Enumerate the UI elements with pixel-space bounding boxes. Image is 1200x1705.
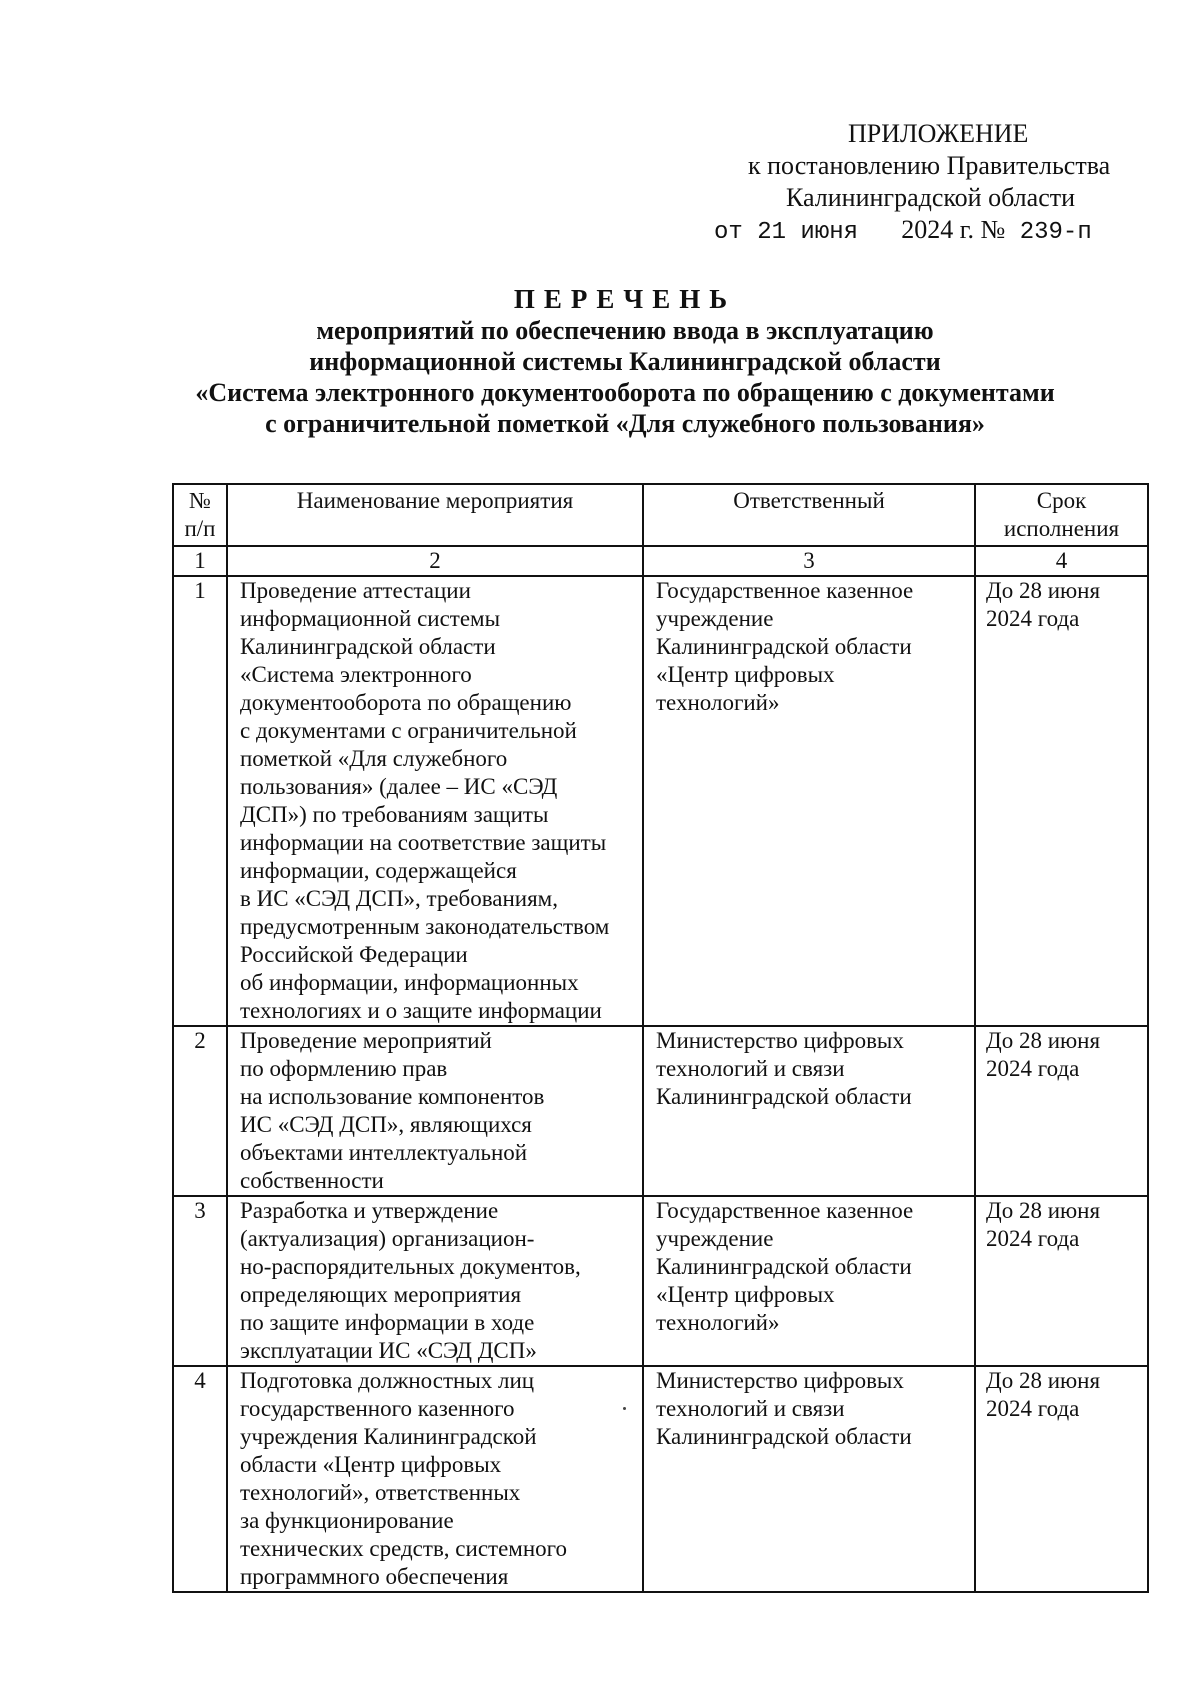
cell-line: пометкой «Для служебного (240, 746, 508, 771)
measure-name (227, 1366, 643, 1592)
cell-line: учреждение (656, 1226, 774, 1251)
cell-line: информационной системы (240, 606, 501, 631)
cell-line: информации на соответствие защиты (240, 830, 607, 855)
cell-line: за функционирование (240, 1508, 454, 1533)
responsible (643, 1366, 975, 1592)
cell-line: программного обеспечения (240, 1564, 509, 1589)
cell-line: информации, содержащейся (240, 858, 517, 883)
cell-line: До 28 июня (986, 1198, 1101, 1223)
cell-line: на использование компонентов (240, 1084, 545, 1109)
cell-line: (актуализация) организацион- (240, 1226, 535, 1251)
cell-line: 2024 года (986, 1056, 1080, 1081)
table-header-row (173, 484, 1148, 546)
header-due: Срок исполнения (975, 484, 1148, 546)
cell-line: определяющих мероприятия (240, 1282, 522, 1307)
cell-line: ИС «СЭД ДСП», являющихся (240, 1112, 532, 1137)
cell-line: Калининградской области (656, 1084, 912, 1109)
cell-line: Проведение аттестации (240, 578, 471, 603)
cell-line: Государственное казенное (656, 1198, 914, 1223)
cell-line: До 28 июня (986, 1028, 1101, 1053)
cell-line: по оформлению прав (240, 1056, 448, 1081)
cell-line: пользования» (далее – ИС «СЭД (240, 774, 558, 799)
cell-line: технологий» (656, 1310, 780, 1335)
cell-line: Калининградской области (656, 1424, 912, 1449)
title-line-1: мероприятий по обеспечению ввода в эксплуатацию (316, 316, 934, 345)
appendix-number: 239-п (1019, 219, 1092, 246)
cell-line: технологий и связи (656, 1056, 845, 1081)
responsible (643, 576, 975, 1026)
cell-line: Министерство цифровых (656, 1028, 904, 1053)
cell-line: государственного казенного (240, 1396, 515, 1421)
cell-line: 2024 года (986, 1226, 1080, 1251)
cell-line: предусмотренным законодательством (240, 914, 610, 939)
table-row (173, 1026, 1148, 1196)
responsible (643, 1026, 975, 1196)
cell-line: учреждение (656, 606, 774, 631)
row-number: 1 (173, 576, 227, 1026)
title-line-3: «Система электронного документооборота по обращению с документами (195, 378, 1055, 407)
cell-line: Калининградской области (656, 634, 912, 659)
cell-line: технологиях и о защите информации (240, 998, 602, 1023)
row-number: 3 (173, 1196, 227, 1366)
cell-line: об информации, информационных (240, 970, 579, 995)
cell-line: До 28 июня (986, 578, 1101, 603)
title-line-4: с ограничительной пометкой «Для служебного пользования» (265, 409, 985, 438)
table-row (173, 1196, 1148, 1366)
appendix-header (700, 118, 1140, 249)
due-date (975, 576, 1148, 1026)
appendix-label: ПРИЛОЖЕНИЕ (848, 119, 1029, 148)
cell-line: Калининградской области (240, 634, 496, 659)
column-number: 2 (227, 546, 643, 576)
appendix-line-resolution: к постановлению Правительства (748, 151, 1111, 180)
column-number: 1 (173, 546, 227, 576)
cell-line: технических средств, системного (240, 1536, 568, 1561)
cell-line: Проведение мероприятий (240, 1028, 492, 1053)
table-body (173, 576, 1148, 1592)
cell-line: «Центр цифровых (656, 662, 835, 687)
cell-line: учреждения Калининградской (240, 1424, 537, 1449)
cell-line: «Система электронного (240, 662, 472, 687)
responsible (643, 1196, 975, 1366)
document-title: ПЕРЕЧЕНЬ (513, 284, 737, 314)
header-name: Наименование мероприятия (227, 484, 643, 546)
cell-line: объектами интеллектуальной (240, 1140, 528, 1165)
row-number: 4 (173, 1366, 227, 1592)
due-date (975, 1196, 1148, 1366)
measure-name (227, 576, 643, 1026)
cell-line: ДСП») по требованиям защиты (240, 802, 549, 827)
cell-line: Калининградской области (656, 1254, 912, 1279)
cell-line: Государственное казенное (656, 578, 914, 603)
cell-line: документооборота по обращению (240, 690, 572, 715)
row-number: 2 (173, 1026, 227, 1196)
cell-line: 2024 года (986, 1396, 1080, 1421)
table-row (173, 576, 1148, 1026)
cell-line: но-распорядительных документов, (240, 1254, 581, 1279)
scan-speck (623, 1407, 626, 1410)
cell-line: Российской Федерации (240, 942, 468, 967)
measure-name (227, 1196, 643, 1366)
cell-line: Министерство цифровых (656, 1368, 904, 1393)
measures-table (172, 483, 1149, 1593)
appendix-date: от 21 июня (714, 219, 859, 246)
cell-line: технологий» (656, 690, 780, 715)
cell-line: технологий и связи (656, 1396, 845, 1421)
column-number-row (173, 546, 1148, 576)
cell-line: Подготовка должностных лиц (240, 1368, 535, 1393)
cell-line: по защите информации в ходе (240, 1310, 535, 1335)
document-title-block (0, 284, 1200, 439)
header-responsible: Ответственный (643, 484, 975, 546)
due-date (975, 1366, 1148, 1592)
title-line-2: информационной системы Калининградской области (309, 347, 941, 376)
due-date (975, 1026, 1148, 1196)
cell-line: «Центр цифровых (656, 1282, 835, 1307)
cell-line: 2024 года (986, 606, 1080, 631)
measure-name (227, 1026, 643, 1196)
cell-line: технологий», ответственных (240, 1480, 521, 1505)
cell-line: эксплуатации ИС «СЭД ДСП» (240, 1338, 537, 1363)
column-number: 4 (975, 546, 1148, 576)
appendix-line-region: Калининградской области (786, 183, 1076, 212)
cell-line: Разработка и утверждение (240, 1198, 499, 1223)
header-num: № п/п (173, 484, 227, 546)
cell-line: До 28 июня (986, 1368, 1101, 1393)
cell-line: с документами с ограничительной (240, 718, 577, 743)
cell-line: собственности (240, 1168, 384, 1193)
column-number: 3 (643, 546, 975, 576)
appendix-date-line (700, 214, 1140, 249)
appendix-year: 2024 г. № (901, 215, 1006, 244)
cell-line: в ИС «СЭД ДСП», требованиям, (240, 886, 558, 911)
cell-line: области «Центр цифровых (240, 1452, 502, 1477)
table-row (173, 1366, 1148, 1592)
